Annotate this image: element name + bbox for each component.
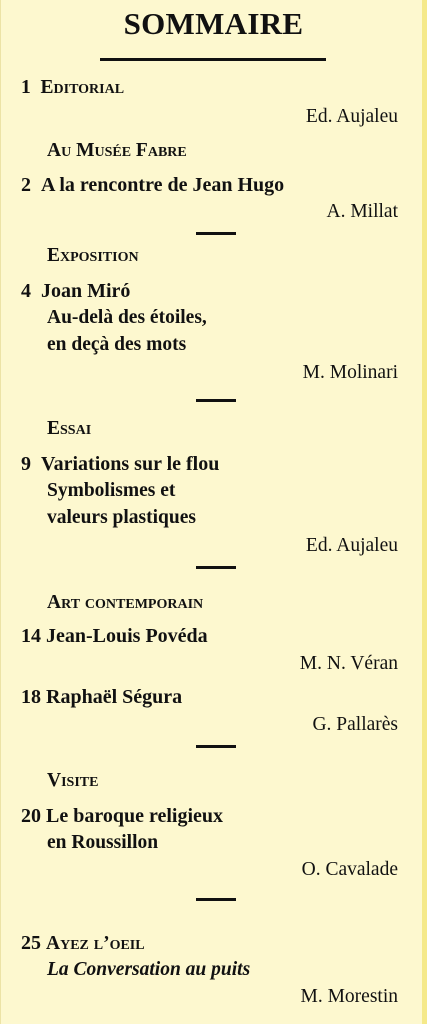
oeil-author: M. Morestin [300,986,398,1007]
editorial-author: Ed. Aujaleu [305,106,398,127]
art-entry-2-title: Raphaël Ségura [46,686,183,708]
art-entry-1-author: M. N. Véran [299,653,398,674]
page-edge-right [422,0,427,1024]
essai-page-number: 9 [21,453,31,475]
editorial-entry [21,77,124,99]
visite-heading: Visite [47,770,99,791]
exposition-subtitle-line2: en deçà des mots [47,334,187,355]
visite-subtitle-line: en Roussillon [47,832,159,853]
section-divider [196,232,236,235]
musee-fabre-author: A. Millat [326,201,398,222]
art-entry-1-title: Jean-Louis Povéda [46,625,208,647]
exposition-subtitle-line1: Au-delà des étoiles, [47,307,207,328]
musee-fabre-page-number: 2 [21,174,31,196]
section-divider [196,399,236,402]
art-entry-1 [21,625,208,648]
art-contemporain-heading: Art contemporain [47,592,204,613]
essai-entry [21,453,219,476]
musee-fabre-entry [21,174,284,197]
musee-fabre-heading: Au Musée Fabre [47,140,187,161]
art-entry-2 [21,686,182,709]
editorial-page-number: 1 [21,77,31,98]
editorial-heading: Editorial [40,77,125,98]
exposition-page-number: 4 [21,280,31,302]
essai-article-title: Variations sur le flou [41,453,220,475]
essai-subtitle-line1: Symbolismes et [47,480,176,501]
oeil-article-title: La Conversation au puits [47,959,251,980]
exposition-article-title: Joan Miró [41,280,131,302]
oeil-heading: Ayez l’oeil [46,933,145,954]
oeil-entry [21,932,145,955]
section-divider [196,745,236,748]
essai-subtitle-line2: valeurs plastiques [47,507,196,528]
section-divider [196,566,236,569]
art-entry-2-page-number: 18 [21,686,41,708]
title-underline [100,58,326,61]
oeil-page-number: 25 [21,932,41,954]
visite-page-number: 20 [21,805,41,827]
visite-author: O. Cavalade [301,859,398,880]
section-divider [196,898,236,901]
page-edge-left [0,0,1,1024]
essai-heading: Essai [47,418,92,439]
art-entry-1-page-number: 14 [21,625,41,647]
exposition-heading: Exposition [47,245,139,266]
visite-entry [21,805,223,828]
exposition-entry [21,280,130,303]
page-title: SOMMAIRE [123,6,304,41]
exposition-author: M. Molinari [302,362,398,383]
visite-article-title: Le baroque religieux [46,805,224,827]
musee-fabre-article-title: A la rencontre de Jean Hugo [41,174,285,196]
art-entry-2-author: G. Pallarès [312,714,398,735]
essai-author: Ed. Aujaleu [305,535,398,556]
